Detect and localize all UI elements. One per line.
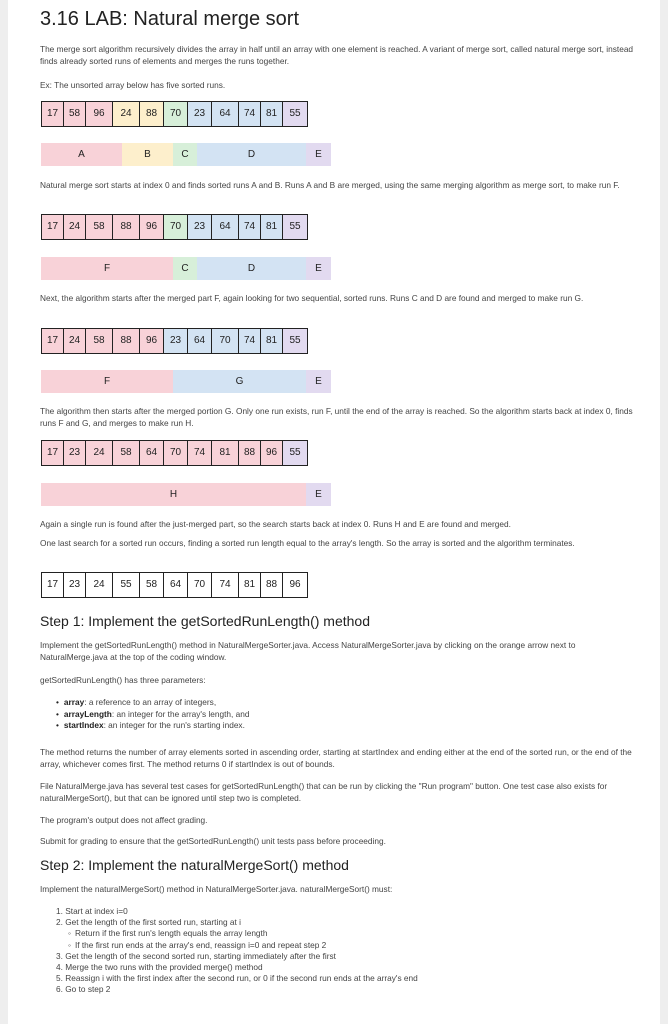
array-cell: 96 [289,579,301,590]
array-cell: 17 [42,102,64,126]
array-cell: 70 [212,329,239,353]
step-subitem: ◦ Return if the first run's length equals the array length [56,928,418,939]
param-desc: : an integer for the array's length, and [111,708,250,719]
array-cell: 96 [140,215,164,239]
step-item: 6. Go to step 2 [56,984,111,995]
run-label: E [306,483,331,506]
run-label: D [197,257,306,280]
run-label: B [122,143,173,166]
paragraph-merge-cd: Next, the algorithm starts after the merged part F, again looking for two sequential, sorted runs. Runs C and D are found and merged to make run G. [40,293,584,303]
array-cell: 81 [261,329,283,353]
array-cell: 74 [212,573,239,597]
runs-row [41,257,331,280]
array-cell: 24 [64,215,86,239]
param-desc: : an integer for the run's starting index. [103,720,245,730]
array-cell: 96 [86,102,113,126]
array-cell: 55 [283,102,307,126]
step-item: 5. Reassign i with the first index after the second run, or 0 if the second run ends at the array's end [56,973,418,984]
array-sorted [41,572,308,598]
run-label: E [306,257,331,280]
array-unsorted [41,101,308,127]
array-cell: 17 [42,215,64,239]
example-caption: Ex: The unsorted array below has five sorted runs. [40,80,226,90]
array-cell: 74 [188,441,212,465]
step-item: 2. Get the length of the first sorted run, starting at i [56,917,241,928]
page-title: 3.16 LAB: Natural merge sort [40,8,300,30]
array-step-3 [41,440,308,466]
array-cell: 96 [140,329,164,353]
run-label: A [41,143,122,166]
array-cell: 24 [64,329,86,353]
array-cell: 70 [188,573,212,597]
array-cell: 58 [86,215,113,239]
run-label: E [306,143,331,166]
array-cell: 55 [283,329,307,353]
array-cell: 64 [164,573,188,597]
array-cell: 81 [261,215,283,239]
param-name: arrayLength [63,708,112,719]
array-cell: 17 [42,573,64,597]
array-cell: 58 [140,573,164,597]
array-cell: 58 [64,102,86,126]
array-cell: 64 [212,215,239,239]
step1-submit-note: Submit for grading to ensure that the getSortedRunLength() unit tests pass before proceeding. [40,836,386,846]
param-desc: : a reference to an array of integers, [84,697,217,707]
array-cell: 23 [188,215,212,239]
array-cell: 88 [140,102,164,126]
array-cell: 58 [113,441,140,465]
paragraph-terminate: One last search for a sorted run occurs, finding a sorted run length equal to the array's length. So the array is sorted and the algorithm terminates. [40,538,575,548]
array-cell: 70 [164,102,188,126]
step1-params-intro: getSortedRunLength() has three parameters: [40,675,206,685]
run-label: G [173,370,306,393]
array-cell: 81 [261,102,283,126]
array-cell: 55 [283,441,307,465]
step-item: 4. Merge the two runs with the provided merge() method [56,962,263,973]
paragraph-merge-he: Again a single run is found after the just-merged part, so the search starts back at index 0. Runs H and E are found and merged. [40,519,511,529]
array-step-2 [41,328,308,354]
array-cell: 88 [113,329,140,353]
array-cell: 23 [64,573,86,597]
step2-heading: Step 2: Implement the naturalMergeSort() method [40,857,349,873]
step1-heading: Step 1: Implement the getSortedRunLength() method [40,613,370,629]
array-cell: 74 [239,215,261,239]
runs-row [41,483,331,506]
param-list [56,697,250,732]
array-cell: 23 [188,102,212,126]
step2-list [56,906,418,996]
step-subitem: ◦ If the first run ends at the array's end, reassign i=0 and repeat step 2 [56,940,418,951]
array-cell: 55 [113,573,140,597]
param-item [56,709,250,721]
array-cell: 17 [42,329,64,353]
run-label: H [41,483,306,506]
step1-returns: The method returns the number of array elements sorted in ascending order, starting at startIndex and ending either at the end of the sorted run, or the end of the array, whichever comes first. The method returns 0 if startIndex is out of bounds. [40,747,632,769]
array-cell: 24 [86,573,113,597]
runs-row [41,143,331,166]
array-cell: 55 [283,215,307,239]
array-cell: 88 [261,573,283,597]
step1-output-note: The program's output does not affect grading. [40,815,208,825]
param-item [56,697,250,709]
paragraph-merge-fg: The algorithm then starts after the merged portion G. Only one run exists, run F, until the end of the array is reached. So the algorithm starts back at index 0, finds runs F and G, and merges to make run H. [40,406,633,428]
run-label: C [173,257,197,280]
array-cell: 23 [164,329,188,353]
lab-page [8,0,660,1024]
array-cell: 17 [42,441,64,465]
run-label: D [197,143,306,166]
array-cell: 88 [113,215,140,239]
paragraph-merge-ab: Natural merge sort starts at index 0 and finds sorted runs A and B. Runs A and B are merged, using the same merging algorithm as merge sort, to make run F. [40,180,620,190]
array-cell: 70 [164,215,188,239]
array-cell: 74 [239,329,261,353]
array-cell: 96 [261,441,283,465]
array-cell: 81 [212,441,239,465]
param-name: array [63,697,85,707]
array-cell: 88 [239,441,261,465]
array-step-1 [41,214,308,240]
array-cell: 74 [239,102,261,126]
step-item: 3. Get the length of the second sorted run, starting immediately after the first [56,950,336,961]
array-cell: 64 [188,329,212,353]
step2-intro: Implement the naturalMergeSort() method in NaturalMergeSorter.java. naturalMergeSort() must: [40,884,393,894]
run-label: C [173,143,197,166]
step-item: 1. Start at index i=0 [56,906,128,916]
array-cell: 64 [212,102,239,126]
param-item [56,720,250,732]
run-label: F [41,370,173,393]
run-label: E [306,370,331,393]
array-cell: 58 [86,329,113,353]
run-label: F [41,257,173,280]
step1-intro: Implement the getSortedRunLength() method in NaturalMergeSorter.java. Access NaturalMergeSorter.java by clicking on the orange arrow next to NaturalMerge.java at the top of the coding window. [40,640,576,662]
array-cell: 24 [86,441,113,465]
array-cell: 70 [164,441,188,465]
step1-tests: File NaturalMerge.java has several test cases for getSortedRunLength() that can be run by clicking the "Run program" button. One test case also exists for naturalMergeSort(), but that can be ignored until step two is completed. [40,781,608,803]
array-cell: 81 [239,573,261,597]
runs-row [41,370,331,393]
intro-paragraph: The merge sort algorithm recursively divides the array in half until an array with one element is reached. A variant of merge sort, called natural merge sort, instead finds already sorted runs of elements and merges the runs together. [40,44,634,66]
array-cell: 24 [113,102,140,126]
array-cell: 23 [64,441,86,465]
param-name: startIndex [63,720,104,730]
array-cell: 64 [140,441,164,465]
